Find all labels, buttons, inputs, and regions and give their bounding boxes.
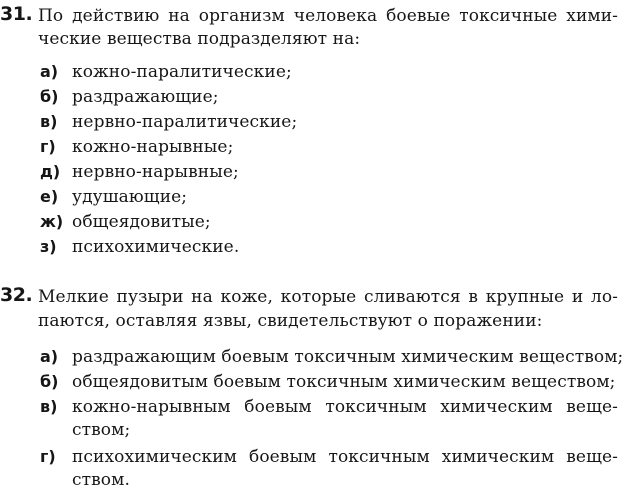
question-number: 31. — [0, 3, 33, 25]
question-stem-line: По действию на организм человека боевые токсичные хими- — [38, 6, 618, 26]
option-letter: ж) — [40, 212, 64, 231]
option-text: кожно-паралитические; — [72, 62, 292, 82]
option-text: нервно-нарывные; — [72, 162, 239, 182]
question-stem-line: Мелкие пузыри на коже, которые сливаются в крупные и ло- — [38, 287, 618, 307]
option-letter: а) — [40, 62, 59, 81]
option-letter: д) — [40, 162, 61, 181]
option-text: общеядовитым боевым токсичным химическим веществом; — [72, 372, 616, 392]
option-text: общеядовитые; — [72, 212, 211, 232]
option-letter: б) — [40, 87, 59, 106]
option-letter: г) — [40, 447, 56, 466]
option-text: раздражающим боевым токсичным химическим веществом; — [72, 347, 624, 367]
option-letter: е) — [40, 187, 59, 206]
option-text-continuation: ством. — [72, 470, 130, 490]
question-stem-line: ческие вещества подразделяют на: — [38, 29, 361, 49]
option-letter: а) — [40, 347, 59, 366]
option-text: раздражающие; — [72, 87, 219, 107]
option-text: удушающие; — [72, 187, 188, 207]
option-letter: б) — [40, 372, 59, 391]
question-stem-line: паются, оставляя язвы, свидетельствуют о поражении: — [38, 311, 543, 331]
option-text: психохимическим боевым токсичным химическим веще- — [72, 447, 618, 467]
question-number: 32. — [0, 284, 33, 306]
option-letter: в) — [40, 112, 58, 131]
option-letter: з) — [40, 237, 57, 256]
option-letter: в) — [40, 397, 58, 416]
option-text: кожно-нарывным боевым токсичным химическим веще- — [72, 397, 618, 417]
option-letter: г) — [40, 137, 56, 156]
option-text: кожно-нарывные; — [72, 137, 234, 157]
option-text: психохимические. — [72, 237, 240, 257]
option-text: нервно-паралитические; — [72, 112, 298, 132]
option-text-continuation: ством; — [72, 420, 131, 440]
